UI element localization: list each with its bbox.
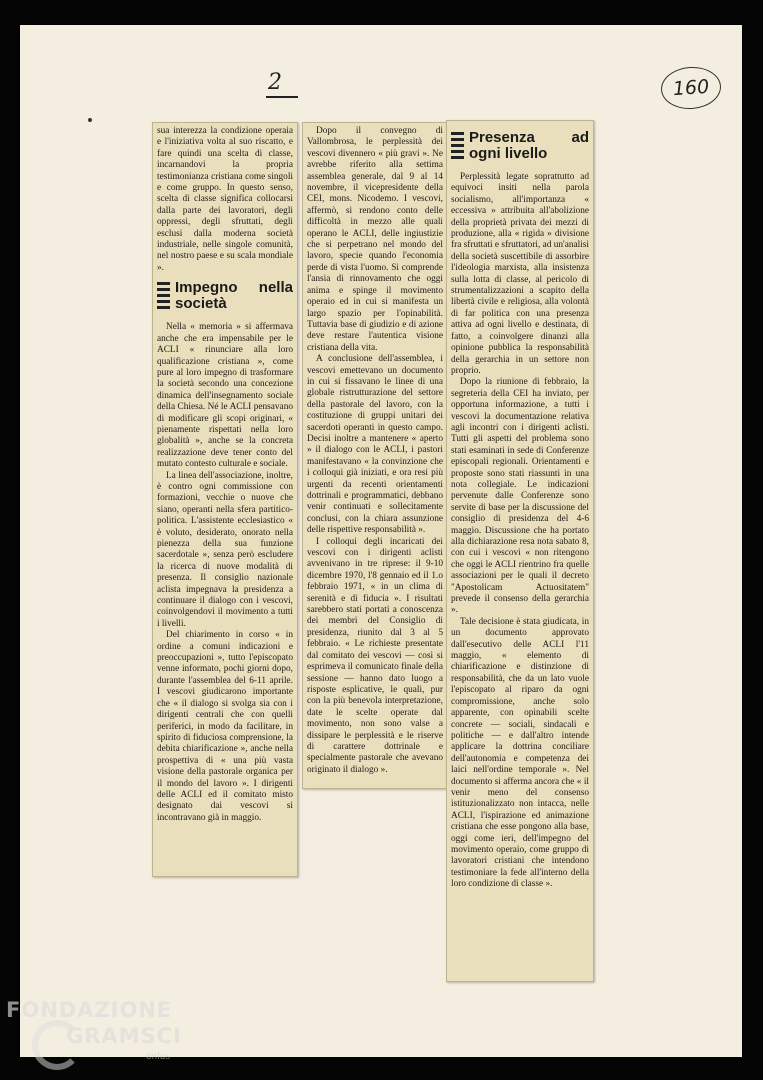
paragraph: Dopo il convegno di Vallombrosa, le perplessità dei vescovi divennero « più gravi ». Ne avrebbe riferito alla settima assemblea generale, dal 9 al 14 novembre, il vicepresidente della CEI, mons. Nicodemo. I vescovi, affermò, si rendono conto delle difficoltà in mezzo alle quali operano le ACLI, delle ingiustizie che si perpetrano nel mondo del lavoro, specie quando l'economia perde di vista l'uomo. Si comprende l'ansia di rinnovamento che oggi anima e spinge il movimento operaio ed in cui si manifesta un largo spazio per l'opinabilità. Tuttavia base di giudizio e di azione deve restare l'autentica visione cristiana della vita.: [307, 126, 443, 353]
paragraph: Del chiarimento in corso « in ordine a comuni indicazioni e preoccupazioni », tutto l'episcopato venne informato, pochi giorni dopo, durante l'assemblea del 6-11 aprile. I vescovi giudicarono importante che « il dialogo si svolga sia con i dirigenti centrali che con quelli periferici, in modo da facilitare, in spirito di fiduciosa comprensione, la debita chiarificazione », anche nella prospettiva di « una più vasta visione della pastorale organica per il mondo del lavoro ». I dirigenti delle ACLI ed il comitato misto designato dai vescovi si incontravano già in maggio.: [157, 630, 293, 823]
paragraph: A conclusione dell'assemblea, i vescovi emettevano un documento in cui si fissavano le linee di una globale ristrutturazione del settore della pastorale del lavoro, con la costituzione di gruppi unitari dei sacerdoti operanti in questo campo. Decisi inoltre a mantenere « aperto » il dialogo con le ACLI, i pastori manifestavano « la convinzione che i colloqui già iniziati, e ora resi più urgenti da recenti orientamenti dottrinali e programmatici, debbano venir continuati e sollecitamente conclusi, con la chiara assunzione delle rispettive responsabilità ».: [307, 354, 443, 536]
paragraph: sua interezza la condizione operaia e l'iniziativa volta al suo riscatto, e fare quindi una scelta di classe, incarnandovi la propria testimonianza cristiana come singoli e come gruppo. In questo senso, scelta di classe significa collocarsi dalla parte dei lavoratori, degli oppressi, degli sfruttati, degli esclusi dalla moderna società industriale, nelle singole comunità, nel nostro paese e su scala mondiale ».: [157, 126, 293, 273]
paragraph: Perplessità legate soprattutto ad equivoci insiti nella parola socialismo, all'importanza « eccessiva » attribuita all'abolizione della proprietà privata dei mezzi di produzione, alla « rigida » divisione fra sfruttati e sfruttatori, ad un'analisi della società suscettibile di assorbire l'ideologia marxista, alla insistenza sulla lotta di classe, al pericolo di strumentalizzazioni a scapito della libertà civile e religiosa, alla volontà di far politica con una presenza attiva ad ogni livello e destinata, di fatto, a coinvolgere dinanzi alla opinione pubblica la responsabilità della gerarchia in un settore non proprio.: [451, 172, 589, 376]
paragraph: Nella « memoria » si affermava anche che era impensabile per le ACLI « rinunciare alla loro qualificazione cristiana », come pure al loro impegno di trasformare la società secondo una concezione dinamica dell'insegnamento sociale della Chiesa. Né le ACLI pensavano di modificare gli scopi originari, « pienamente rispettati nella loro globalità », anche se la concreta realizzazione deve tener conto del mutato contesto culturale e sociale.: [157, 322, 293, 470]
watermark-line2: GRAMSCI: [66, 1024, 182, 1048]
paragraph: Tale decisione è stata giudicata, in un documento approvato dall'esecutivo delle ACLI l'11 maggio, « elemento di chiarificazione e distinzione di responsabilità, che da un lato vuole l'episcopato al riparo da ogni compromissione, anche solo apparente, con opinabili scelte concrete — sociali, sindacali e politiche — e dall'altro intende applicare la dottrina conciliare dell'autonomia e competenza dei laici nell'ordine temporale ». Nel documento si afferma ancora che « il venir meno del consenso istituzionalizzato non intacca, nelle ACLI, l'ispirazione ed animazione cristiana che esse pongono alla base, oggi come ieri, dell'impegno del movimento operaio, come gruppo di lavoratori cristiani che intendono testimoniare la fede all'interno della loro condizione di classe ».: [451, 616, 589, 890]
fondazione-gramsci-watermark: [4, 998, 204, 1078]
paragraph: I colloqui degli incaricati dei vescovi con i dirigenti aclisti avvenivano in tre riprese: il 9-10 dicembre 1970, l'8 gennaio ed il 1.o febbraio 1971, « in un clima di serenità e di fiducia ». I risultati sarebbero stati portati a conoscenza dei membri del Consiglio di presidenza, riunito dal 3 al 5 febbraio. « Le richieste presentate dal comitato dei vescovi — così si esprimeva il comunicato finale della sessione — hanno dato luogo a risposte esplicative, le quali, pur con la più benevola interpretazione, date le scelte operate dal movimento, non sono valse a dissipare le perplessità e le riserve di carattere dottrinale e specialmente pastorale che avevano originato il dialogo ».: [307, 536, 443, 775]
headline-text: Impegno nella società: [175, 279, 293, 313]
clipping-column-b: [302, 122, 448, 789]
watermark-suffix: onlus: [146, 1052, 171, 1062]
watermark-line1: FONDAZIONE: [6, 998, 173, 1022]
paragraph: Dopo la riunione di febbraio, la segreteria della CEI ha inviato, per opportuna informazione, a tutti i vescovi la documentazione relativa agli incontri con i dirigenti aclisti. Tutti gli aspetti del problema sono stati esaminati in sede di Conferenze episcopali regionali. Orientamenti e proposte sono stati riassunti in una nota collegiale. Le indicazioni pervenute dalle Conferenze sono servite di base per la discussione del consiglio di presidenza del 4-6 maggio. Discussione che ha portato alla dichiarazione resa nota sabato 8, con cui i vescovi « non ritengono che oggi le ACLI rientrino fra quelle associazioni per le quali il decreto "Apostolicam Actuositatem" prevede il consenso della gerarchia ».: [451, 377, 589, 616]
clipping-column-c: [446, 120, 594, 982]
column-mark-annotation: 2: [268, 70, 282, 95]
clipping-column-a: [152, 122, 298, 877]
page-number-annotation: 160: [660, 65, 723, 111]
column-mark-underline: [266, 96, 298, 98]
paragraph: La linea dell'associazione, inoltre, è contro ogni commissione con formazioni, vecchie o nuove che siano, operanti nella sfera partitico-politica. L'assistente ecclesiastico « è voluto, desiderato, onorato nella pienezza della sua funzione sacerdotale », senza però escludere la ricerca di nuove modalità di presenza. Il consiglio nazionale aclista impegnava la presidenza a continuare il dialogo con i vescovi, coinvolgendovi il movimento a tutti i livelli.: [157, 470, 293, 629]
section-headline: [157, 280, 293, 312]
headline-text: Presenza ad ogni livello: [469, 129, 589, 162]
section-headline: [451, 130, 589, 162]
ink-dot: [88, 118, 92, 122]
headline-bars-icon: [451, 132, 464, 159]
headline-bars-icon: [157, 282, 170, 309]
